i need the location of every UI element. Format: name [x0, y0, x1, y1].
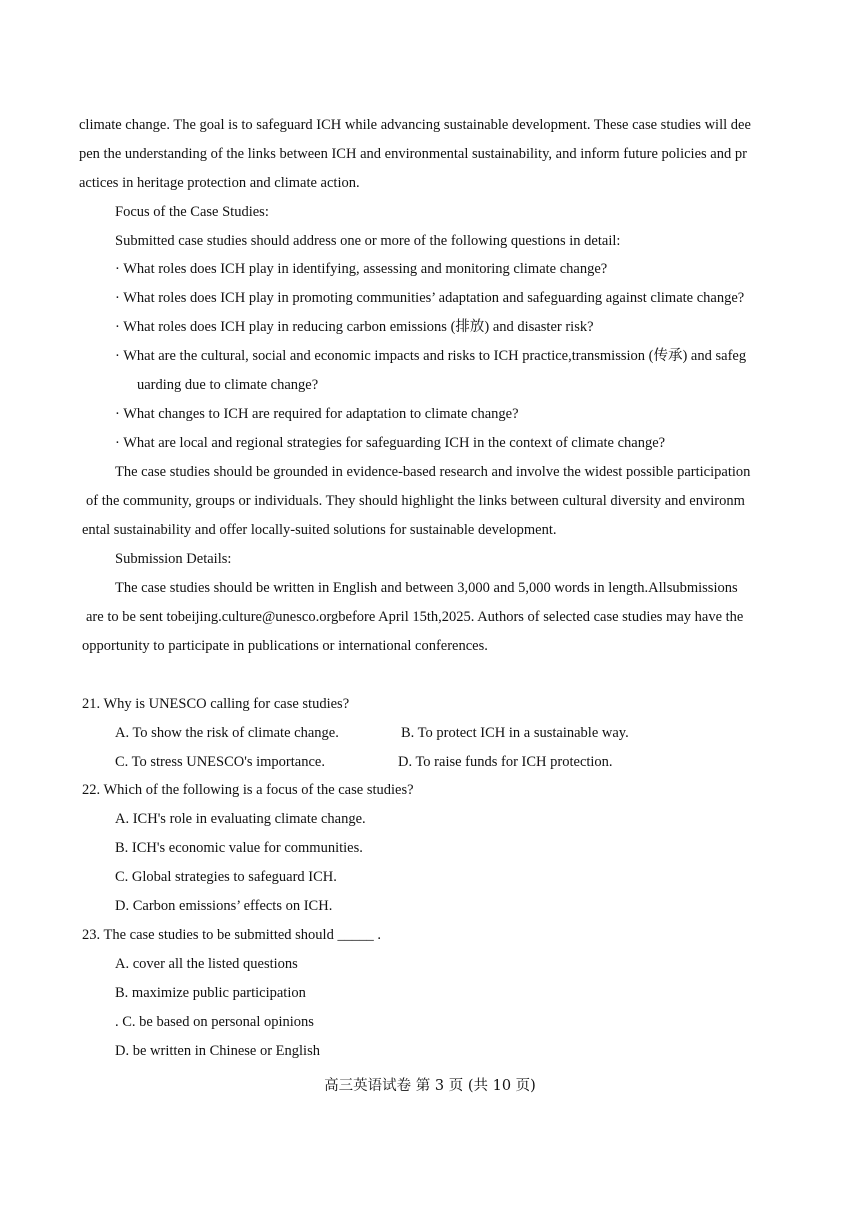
answer-option: C. Global strategies to safeguard ICH. — [115, 869, 337, 885]
passage-line: of the community, groups or individuals. They should highlight the links between cultural diversity and environm — [86, 493, 745, 509]
answer-option: D. To raise funds for ICH protection. — [398, 754, 613, 770]
bullet-question: · What roles does ICH play in reducing carbon emissions (排放) and disaster risk? — [115, 319, 594, 335]
question-stem: 21. Why is UNESCO calling for case studies? — [82, 696, 350, 712]
passage-line: The case studies should be grounded in evidence-based research and involve the widest possible participation — [115, 464, 751, 480]
answer-option: D. Carbon emissions’ effects on ICH. — [115, 898, 333, 914]
focus-intro: Submitted case studies should address one or more of the following questions in detail: — [115, 233, 621, 249]
answer-option: . C. be based on personal opinions — [115, 1014, 314, 1030]
bullet-question: · What roles does ICH play in promoting communities’ adaptation and safeguarding against climate change? — [115, 290, 745, 306]
answer-option: A. ICH's role in evaluating climate change. — [115, 811, 366, 827]
passage-line: The case studies should be written in English and between 3,000 and 5,000 words in length.Allsubmissions — [115, 580, 738, 596]
passage-line: opportunity to participate in publications or international conferences. — [82, 638, 488, 654]
answer-option: B. ICH's economic value for communities. — [115, 840, 363, 856]
passage-line: actices in heritage protection and climate action. — [79, 175, 360, 191]
bullet-question: · What roles does ICH play in identifying, assessing and monitoring climate change? — [115, 261, 608, 277]
passage-line: are to be sent tobeijing.culture@unesco.orgbefore April 15th,2025. Authors of selected case studies may have the — [86, 609, 744, 625]
section-heading-focus: Focus of the Case Studies: — [115, 204, 269, 220]
passage-line: pen the understanding of the links between ICH and environmental sustainability, and inform future policies and pr — [79, 146, 747, 162]
bullet-question-continued: uarding due to climate change? — [137, 377, 319, 393]
answer-option: A. To show the risk of climate change. — [115, 725, 339, 741]
question-stem: 23. The case studies to be submitted should _____ . — [82, 927, 381, 943]
passage-line: ental sustainability and offer locally-suited solutions for sustainable development. — [82, 522, 557, 538]
section-heading-submission: Submission Details: — [115, 551, 232, 567]
question-stem: 22. Which of the following is a focus of the case studies? — [82, 782, 414, 798]
answer-option: D. be written in Chinese or English — [115, 1043, 320, 1059]
answer-option: B. To protect ICH in a sustainable way. — [401, 725, 629, 741]
answer-option: C. To stress UNESCO's importance. — [115, 754, 325, 770]
passage-line: climate change. The goal is to safeguard ICH while advancing sustainable development. These case studies will dee — [79, 117, 751, 133]
answer-option: A. cover all the listed questions — [115, 956, 298, 972]
bullet-question: · What are local and regional strategies for safeguarding ICH in the context of climate change? — [115, 435, 666, 451]
bullet-question: · What are the cultural, social and economic impacts and risks to ICH practice,transmission (传承) and safeg — [115, 348, 747, 364]
answer-option: B. maximize public participation — [115, 985, 306, 1001]
bullet-question: · What changes to ICH are required for adaptation to climate change? — [115, 406, 519, 422]
page-footer: 高三英语试卷 第 3 页 (共 10 页) — [324, 1078, 536, 1094]
